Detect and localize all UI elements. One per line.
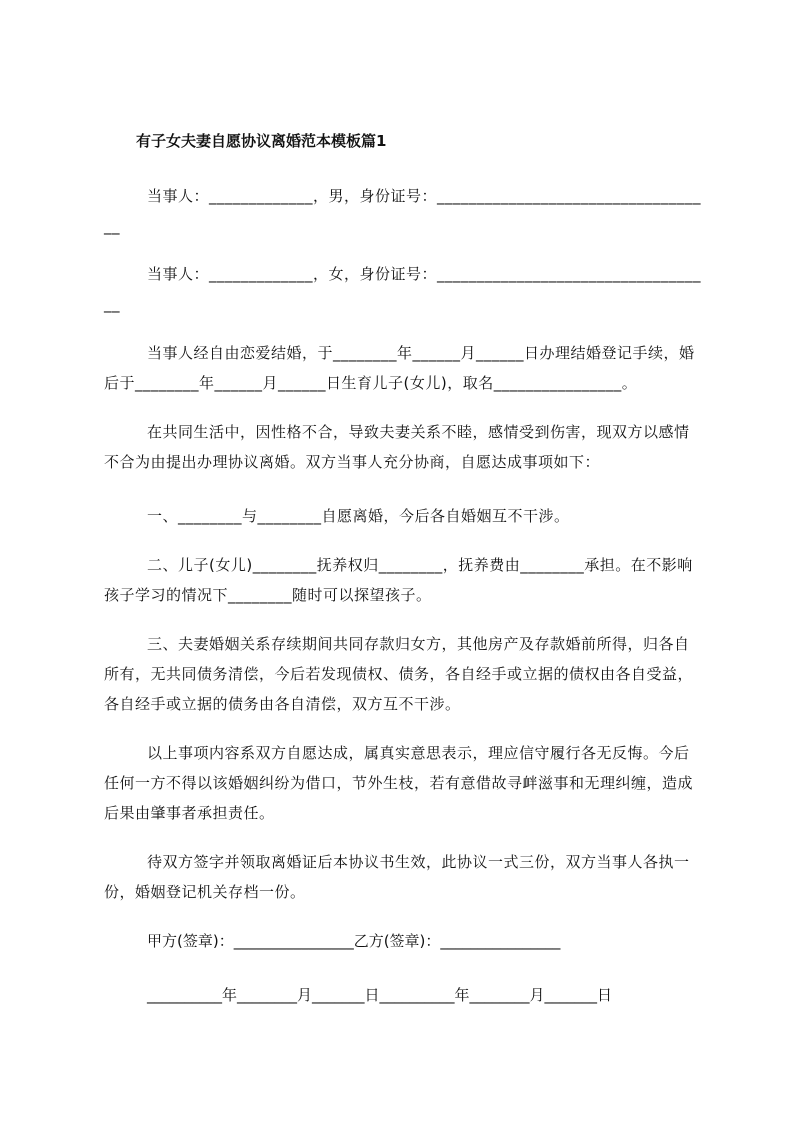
signature-line: 甲方(签章)：________________乙方(签章)：________________: [147, 932, 561, 950]
party-male-line: 当事人：_____________，男，身份证号：___________________________________: [104, 187, 702, 235]
reason-paragraph: 在共同生活中，因性格不合，导致夫妻关系不睦，感情受到伤害，现双方以感情不合为由提出办理协议离婚。双方当事人充分协商，自愿达成事项如下：: [104, 423, 690, 471]
statement-paragraph: 以上事项内容系双方自愿达成，属真实意思表示，理应信守履行各无反悔。今后任何一方不得以该婚姻纠纷为借口，节外生枝，若有意借故寻衅滋事和无理纠缠，造成后果由肇事者承担责任。: [104, 744, 694, 822]
clause-1: 一、________与________自愿离婚，今后各自婚姻互不干涉。: [147, 507, 570, 525]
document-title: 有子女夫妻自愿协议离婚范本模板篇1: [136, 132, 387, 150]
party-female-line: 当事人：_____________，女，身份证号：___________________________________: [104, 265, 702, 313]
date-line: __________年________月_______日__________年________月_______日: [147, 986, 613, 1004]
clause-2: 二、儿子(女儿)________抚养权归________，抚养费由________承担。在不影响孩子学习的情况下________随时可以探望孩子。: [104, 556, 693, 604]
clause-3: 三、夫妻婚姻关系存续期间共同存款归女方，其他房产及存款婚前所得，归各自所有，无共同债务清偿，今后若发现债权、债务，各自经手或立据的债权由各自受益，各自经手或立据的债务由各自清偿，双方互不干涉。: [104, 635, 694, 713]
marriage-info-paragraph: 当事人经自由恋爱结婚，于________年______月______日办理结婚登记手续，婚后于________年______月______日生育儿子(女儿)，取名________________。: [104, 344, 695, 392]
effective-paragraph: 待双方签字并领取离婚证后本协议书生效，此协议一式三份，双方当事人各执一份，婚姻登记机关存档一份。: [104, 853, 690, 901]
